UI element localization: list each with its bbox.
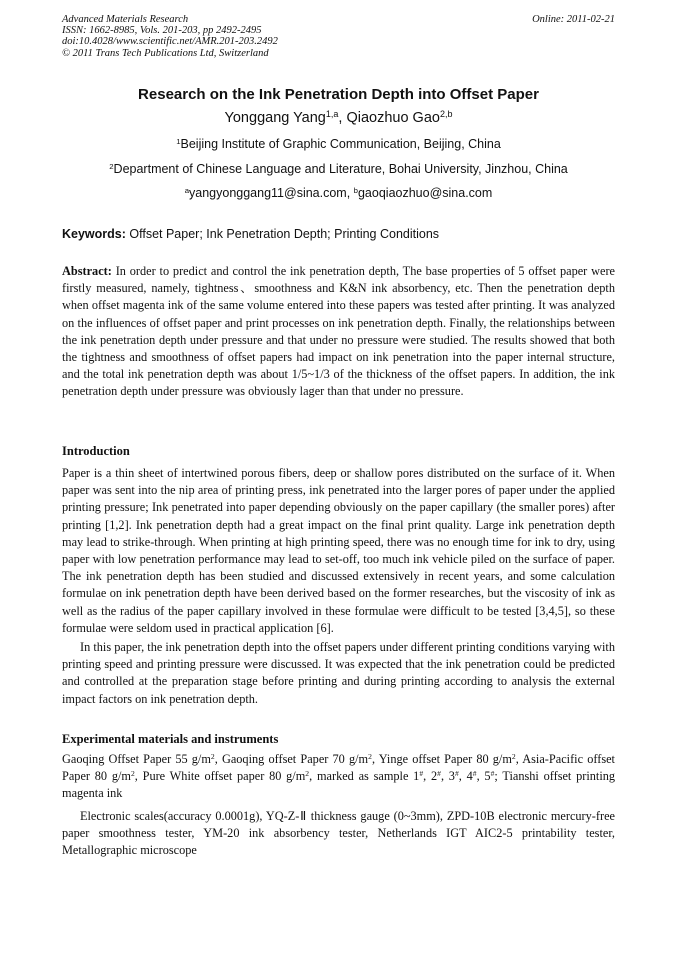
materials-text: , Asia-Pacific offset Paper 80 g/m [62,752,615,784]
keywords-text: Offset Paper; Ink Penetration Depth; Printing Conditions [125,227,440,241]
sample-superscript: # [472,769,477,779]
affiliation-1 [40,137,637,151]
journal-name: Advanced Materials Research [62,14,189,25]
author-1-superscript: 1,a [325,109,339,120]
email-b: gaoqiaozhuo@sina.com [357,186,493,200]
introduction-paragraph-1: Paper is a thin sheet of intertwined porous fibers, deep or shallow pores distributed on the surface of it. When paper was sent into the nip area of printing press, ink penetrated into the larger pores of paper under the applied printing pressure; Ink penetrated into paper depending obviously on the paper capillary (the smaller pores) after printing [1,2]. Ink penetration depth had a great impact on the final print quality. Large ink penetration depth may lead to strike-through. When printing at high printing speed, there was no enough time for ink to dry, using paper with low penetration performance may lead to set-off, too much ink vehicle piled on the surface of paper. The ink penetration depth has been studied and discussed extensively in recent years, and some calculation formulae on ink penetration depth have been derived based on the former researches, but the viscosity of ink as well as the radius of the paper capillary involved in these formulae were difficult to be tested [3,4,5], so these formulae were seldom used in practical application [6]. [62,466,615,635]
author-2-superscript: 2,b [439,109,453,120]
materials-text: , 2 [423,769,438,784]
materials-text: , Yinge offset Paper 80 g/m [371,752,512,766]
unit-superscript: 2 [130,769,135,779]
author-1-name: Yonggang Yang [224,110,326,126]
affiliation-2-text: Department of Chinese Language and Literature, Bohai University, Jinzhou, China [113,162,568,176]
materials-text: , 3 [440,769,455,784]
introduction-paragraph-2: In this paper, the ink penetration depth into the offset papers under different printing conditions varying with printing speed and printing pressure were discussed. It was expected that the ink penetration could be predicted and controlled at the preparation stage before printing and during printing according to analysis the external impact factors on ink penetration depth. [62,640,615,706]
doi-line: doi:10.4028/www.scientific.net/AMR.201-203.2492 [62,36,278,48]
materials-paragraph-2: Electronic scales(accuracy 0.0001g), YQ-Z-Ⅱ thickness gauge (0~3mm), ZPD-10B electronic mercury-free paper smoothness tester, YM-20 ink absorbency tester, Netherlands IGT AIC2-5 printability tester, Metallographic microscope [62,809,615,858]
materials-text: Gaoqing Offset Paper 55 g/m [62,752,211,766]
materials-text: , marked as sample 1 [309,769,420,784]
paper-title: Research on the Ink Penetration Depth into Offset Paper [138,86,539,103]
issn-line: ISSN: 1662-8985, Vols. 201-203, pp 2492-2495 [62,25,262,37]
author-2-name: Qiaozhuo Gao [346,110,440,126]
keywords [62,227,615,241]
affiliation-1-text: Beijing Institute of Graphic Communication, Beijing, China [180,137,501,151]
affiliation-2 [40,162,637,176]
affiliation-1-superscript: 1 [176,136,181,146]
sample-superscript: # [437,769,441,779]
copyright-line: © 2011 Trans Tech Publications Ltd, Switzerland [62,47,269,59]
email-b-superscript: b [353,185,358,195]
unit-superscript: 2 [511,751,516,761]
unit-superscript: 2 [305,769,310,779]
sample-superscript: # [419,769,424,779]
keywords-label: Keywords: [62,227,126,241]
abstract-label: Abstract: [62,264,112,278]
email-line [40,186,637,200]
introduction-heading: Introduction [62,444,130,458]
sample-superscript: # [490,769,495,779]
affiliation-2-superscript: 2 [109,161,114,171]
author-separator: , [338,110,347,126]
email-a-superscript: a [184,185,190,195]
abstract [62,263,615,401]
journal-header [62,14,615,59]
abstract-text: In order to predict and control the ink penetration depth, The base properties of 5 offset paper were firstly measured, namely, tightness、smoothness and K&N ink absorbency, etc. Then the penetration depth when offset magenta ink of the same volume entered into these papers was tested after printing. It was analyzed on the influences of offset paper and print processes on ink penetration depth. Finally, the relationships between the ink penetration depth under pressure and that under no pressure were studied. The results showed that both the tightness and smoothness of offset papers had impact on ink penetration into the paper internal structure, and the total ink penetration depth was about 1/5~1/3 of the thickness of the offset papers. In addition, the ink penetration depth under pressure was obviously lager than that under no pressure. [62,264,615,399]
unit-superscript: 2 [368,751,372,761]
materials-heading: Experimental materials and instruments [62,732,279,746]
unit-superscript: 2 [210,751,215,761]
materials-text: , Pure White offset paper 80 g/m [134,769,306,784]
email-a: yangyonggang11@sina.com, [189,186,354,200]
materials-text: ; Tianshi offset printing magenta ink [62,769,616,801]
sample-superscript: # [454,769,459,779]
materials-text: , Gaoqing offset Paper 70 g/m [214,752,369,766]
materials-text: , 5 [476,769,491,784]
materials-text: , 4 [458,769,473,784]
author-line [62,110,615,126]
online-date: Online: 2011-02-21 [532,14,615,25]
materials-paragraph-1 [62,751,615,803]
